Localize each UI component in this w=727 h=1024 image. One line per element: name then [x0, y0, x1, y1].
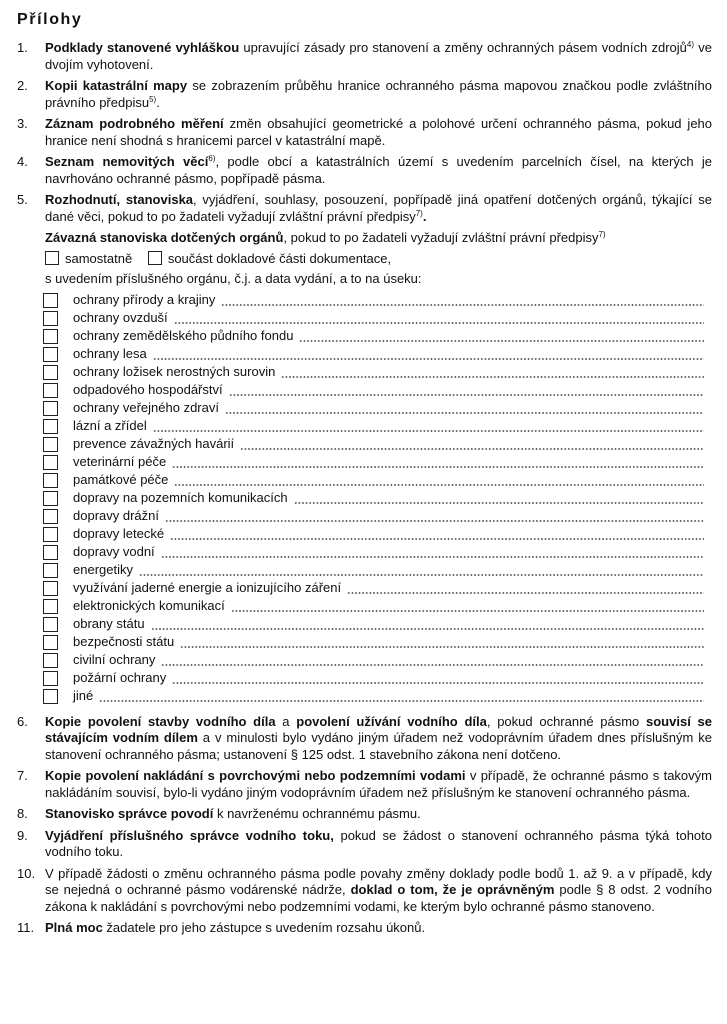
sector-label: ochrany lesa	[73, 346, 147, 362]
fill-in-dotted-line[interactable]	[161, 556, 704, 558]
checkbox[interactable]	[45, 251, 59, 265]
sector-row[interactable]	[43, 328, 712, 346]
sector-label: ochrany ovzduší	[73, 310, 168, 326]
sector-row[interactable]	[43, 346, 712, 364]
page-title: Přílohy	[17, 11, 83, 28]
bold-text: doklad o tom, že je oprávněným	[350, 882, 555, 897]
attachment-item-5	[17, 192, 712, 225]
text-run: změn obsahující geometrické a polohové určení ochranného pásma, pokud jeho hranice není shodná s hranicemi parcel v katastrální mapě.	[45, 116, 713, 148]
checkbox[interactable]	[43, 437, 58, 452]
bold-text: Rozhodnutí, stanoviska	[45, 192, 194, 207]
fill-in-dotted-line[interactable]	[170, 538, 704, 540]
checkbox[interactable]	[43, 671, 58, 686]
sector-checklist	[43, 292, 712, 706]
sector-label: energetiky	[73, 562, 133, 578]
sector-label: památkové péče	[73, 472, 169, 488]
text-run: k navrženému ochrannému pásmu.	[213, 806, 421, 821]
item-number: 11.	[17, 920, 35, 935]
bold-text: Kopie povolení nakládání s povrchovými nebo podzemními vodami	[45, 768, 466, 783]
sector-row[interactable]	[43, 652, 712, 670]
binding-opinions-heading	[45, 230, 712, 247]
sector-row[interactable]	[43, 364, 712, 382]
fill-in-dotted-line[interactable]	[161, 664, 704, 666]
checkbox[interactable]	[43, 365, 58, 380]
checkbox[interactable]	[43, 563, 58, 578]
fill-in-dotted-line[interactable]	[139, 574, 704, 576]
sector-row[interactable]	[43, 382, 712, 400]
checkbox[interactable]	[43, 311, 58, 326]
sector-label: odpadového hospodářství	[73, 382, 223, 398]
item-number: 7.	[17, 768, 28, 783]
sector-label: prevence závažných havárií	[73, 436, 235, 452]
checkbox[interactable]	[43, 581, 58, 596]
item-text	[45, 866, 712, 916]
binding-opinions-text	[45, 230, 606, 245]
checkbox[interactable]	[43, 473, 58, 488]
text-run: v případě, že ochranné pásmo s takovým nakládáním souvisí, bylo-li vydáno jiným vodoprávním úřadem než příslušným ke stanovení ochranného pásma.	[45, 768, 712, 800]
sector-row[interactable]	[43, 598, 712, 616]
sector-row[interactable]	[43, 454, 712, 472]
fill-in-dotted-line[interactable]	[240, 448, 704, 450]
sector-label: požární ochrany	[73, 670, 167, 686]
item-number: 2.	[17, 78, 28, 93]
item-text	[45, 78, 712, 111]
attachment-item-6	[17, 714, 712, 764]
checkbox[interactable]	[43, 347, 58, 362]
fill-in-dotted-line[interactable]	[99, 700, 704, 702]
footnote-ref: 6)	[208, 154, 216, 163]
option-label: součást dokladové části dokumentace,	[167, 250, 392, 266]
sector-row[interactable]	[43, 526, 712, 544]
checkbox[interactable]	[43, 545, 58, 560]
fill-in-dotted-line[interactable]	[174, 322, 704, 324]
fill-in-dotted-line[interactable]	[231, 610, 704, 612]
text-run: ve dvojím vyhotovení.	[45, 40, 712, 72]
attachment-item-10	[17, 866, 712, 916]
bold-text: Závazná stanoviska dotčených orgánů	[45, 230, 284, 245]
submission-options	[45, 251, 712, 268]
bold-text: Podklady stanovené vyhláškou	[45, 40, 240, 55]
item-number: 5.	[17, 192, 28, 207]
bold-text: souvisí se stávajícím vodním dílem	[45, 713, 712, 745]
sector-row[interactable]	[43, 616, 712, 634]
checkbox[interactable]	[43, 527, 58, 542]
text-run: a v minulosti bylo vydáno jiným úřadem než vodoprávním úřadem dnes příslušným ke stanovení ochranného pásma; ustanovení § 125 odst. 1 stavebního zákona není dotčeno.	[45, 730, 712, 762]
checkbox[interactable]	[148, 251, 162, 265]
attachment-item-3	[17, 116, 712, 149]
sector-label: civilní ochrany	[73, 652, 156, 668]
bold-text: Záznam podrobného měření	[45, 116, 224, 131]
item-text	[45, 714, 712, 764]
attachment-item-11	[17, 920, 712, 937]
sector-row[interactable]	[43, 580, 712, 598]
item-number: 10.	[17, 865, 36, 881]
sector-label: bezpečnosti státu	[73, 634, 175, 650]
text-run: V případě žádosti o změnu ochranného pásma podle povahy změny doklady podle bodů 1. až 9. a v případě, kdy se nejedná o ochranné pásmo vodárenské nádrže,	[45, 865, 712, 897]
fill-in-dotted-line[interactable]	[229, 394, 704, 396]
bold-text: povolení užívání vodního díla	[296, 713, 487, 729]
attachment-item-2	[17, 78, 712, 111]
fill-in-dotted-line[interactable]	[151, 628, 704, 630]
sector-row[interactable]	[43, 562, 712, 580]
checkbox[interactable]	[43, 419, 58, 434]
fill-in-dotted-line[interactable]	[153, 358, 704, 360]
fill-in-dotted-line[interactable]	[153, 430, 704, 432]
sector-label: ochrany ložisek nerostných surovin	[73, 364, 276, 380]
attachment-item-8	[17, 806, 712, 823]
sector-row[interactable]	[43, 544, 712, 562]
checkbox[interactable]	[43, 293, 58, 308]
bold-text: Vyjádření příslušného správce vodního toku,	[45, 827, 334, 843]
option-label: samostatně	[65, 250, 133, 266]
sector-label: elektronických komunikací	[73, 598, 225, 614]
attachment-item-4	[17, 154, 712, 187]
bold-text: Kopie povolení stavby vodního díla	[45, 713, 276, 729]
bold-text: Plná moc	[45, 920, 103, 935]
checkbox[interactable]	[43, 491, 58, 506]
fill-in-dotted-line[interactable]	[294, 502, 704, 504]
text-run: , pokud to po žadateli vyžadují zvláštní právní předpisy	[283, 230, 599, 245]
footnote-ref: 4)	[686, 40, 695, 49]
sector-label: lázní a zřídel	[73, 418, 147, 434]
sector-label: obrany státu	[73, 616, 145, 632]
item-number: 3.	[17, 116, 28, 131]
option-part-of-documentation[interactable]	[148, 251, 391, 268]
sector-label: jiné	[73, 688, 94, 704]
item-text	[45, 40, 712, 73]
text-run: upravující zásady pro stanovení a změny ochranných pásem vodních zdrojů	[239, 40, 687, 55]
text-run: .	[156, 94, 160, 110]
fill-in-dotted-line[interactable]	[281, 376, 704, 378]
sector-row[interactable]	[43, 688, 712, 706]
attachment-item-1	[17, 40, 712, 73]
bold-text: Stanovisko správce povodí	[45, 806, 214, 821]
item-number: 4.	[17, 154, 28, 169]
attachment-item-7	[17, 768, 712, 801]
text-run: se zobrazením průběhu hranice ochranného pásma mapovou značkou podle zvláštního právního předpisu	[45, 78, 712, 110]
checkbox[interactable]	[43, 509, 58, 524]
checkbox[interactable]	[43, 635, 58, 650]
sector-row[interactable]	[43, 436, 712, 454]
text-run: , pokud ochranné pásmo	[486, 713, 647, 729]
sector-row[interactable]	[43, 670, 712, 688]
sector-row[interactable]	[43, 490, 712, 508]
item-number: 9.	[17, 827, 28, 843]
sector-label: ochrany přírody a krajiny	[73, 292, 216, 308]
attachment-item-9	[17, 828, 712, 861]
item-text	[45, 768, 712, 801]
fill-in-dotted-line[interactable]	[172, 682, 704, 684]
item-text	[45, 920, 712, 937]
checkbox[interactable]	[43, 329, 58, 344]
sector-row[interactable]	[43, 400, 712, 418]
checkbox[interactable]	[43, 653, 58, 668]
item-text	[45, 828, 712, 861]
footnote-ref: 7)	[598, 230, 606, 239]
fill-in-dotted-line[interactable]	[347, 592, 704, 594]
text-run: pokud se žádost o stanovení ochranného pásma týká tohoto vodního toku.	[45, 827, 712, 859]
sector-row[interactable]	[43, 634, 712, 652]
sector-label: ochrany veřejného zdraví	[73, 400, 219, 416]
text-run: , vyjádření, souhlasy, posouzení, popřípadě jiná opatření dotčených orgánů, týkající se dané věci, pokud to po žadateli vyžadují zvláštní právní předpisy	[45, 192, 712, 224]
item-number: 6.	[17, 713, 28, 729]
item-number: 8.	[17, 806, 28, 821]
fill-in-dotted-line[interactable]	[225, 412, 704, 414]
item-text	[45, 806, 712, 823]
checkbox[interactable]	[43, 383, 58, 398]
bold-text: .	[422, 208, 427, 224]
text-run: podle § 8 odst. 2 vodního zákona k nakládání s povrchovými nebo podzemními vodami, ke kterým bylo ochranné pásmo stanoveno.	[45, 882, 712, 914]
sector-label: dopravy drážní	[73, 508, 159, 524]
sector-row[interactable]	[43, 472, 712, 490]
sector-label: veterinární péče	[73, 454, 167, 470]
checkbox[interactable]	[43, 689, 58, 704]
fill-in-dotted-line[interactable]	[299, 340, 704, 342]
item-text	[45, 192, 712, 225]
sector-label: dopravy vodní	[73, 544, 155, 560]
text-run: a	[275, 713, 297, 729]
checkbox[interactable]	[43, 617, 58, 632]
fill-in-dotted-line[interactable]	[180, 646, 704, 648]
bold-text: Seznam nemovitých věcí	[45, 154, 209, 169]
sector-row[interactable]	[43, 508, 712, 526]
item-number: 1.	[17, 40, 28, 55]
sector-row[interactable]	[43, 418, 712, 436]
fill-in-dotted-line[interactable]	[165, 520, 704, 522]
checkbox[interactable]	[43, 455, 58, 470]
sector-label: dopravy letecké	[73, 526, 165, 542]
footnote-ref: 5)	[149, 94, 157, 104]
bold-text: Kopii katastrální mapy	[45, 78, 188, 93]
text-run: , podle obcí a katastrálních území s uvedením parcelních čísel, na kterých je navrhováno ochranné pásmo, popřípadě pásma.	[45, 154, 713, 186]
fill-in-dotted-line[interactable]	[174, 484, 704, 486]
option-separately[interactable]	[45, 251, 132, 268]
sector-row[interactable]	[43, 292, 712, 310]
sector-label: ochrany zemědělského půdního fondu	[73, 328, 294, 344]
item-text	[45, 154, 712, 187]
footnote-ref: 7)	[415, 208, 423, 218]
sectors-intro: s uvedením příslušného orgánu, č.j. a data vydání, a to na úseku:	[45, 271, 422, 286]
checkbox[interactable]	[43, 401, 58, 416]
checkbox[interactable]	[43, 599, 58, 614]
text-run: žadatele pro jeho zástupce s uvedením rozsahu úkonů.	[102, 920, 426, 935]
sector-label: využívání jaderné energie a ionizujícího záření	[73, 580, 342, 596]
item-text	[45, 116, 712, 149]
sector-row[interactable]	[43, 310, 712, 328]
fill-in-dotted-line[interactable]	[221, 304, 704, 306]
fill-in-dotted-line[interactable]	[172, 466, 704, 468]
sector-label: dopravy na pozemních komunikacích	[73, 490, 288, 506]
